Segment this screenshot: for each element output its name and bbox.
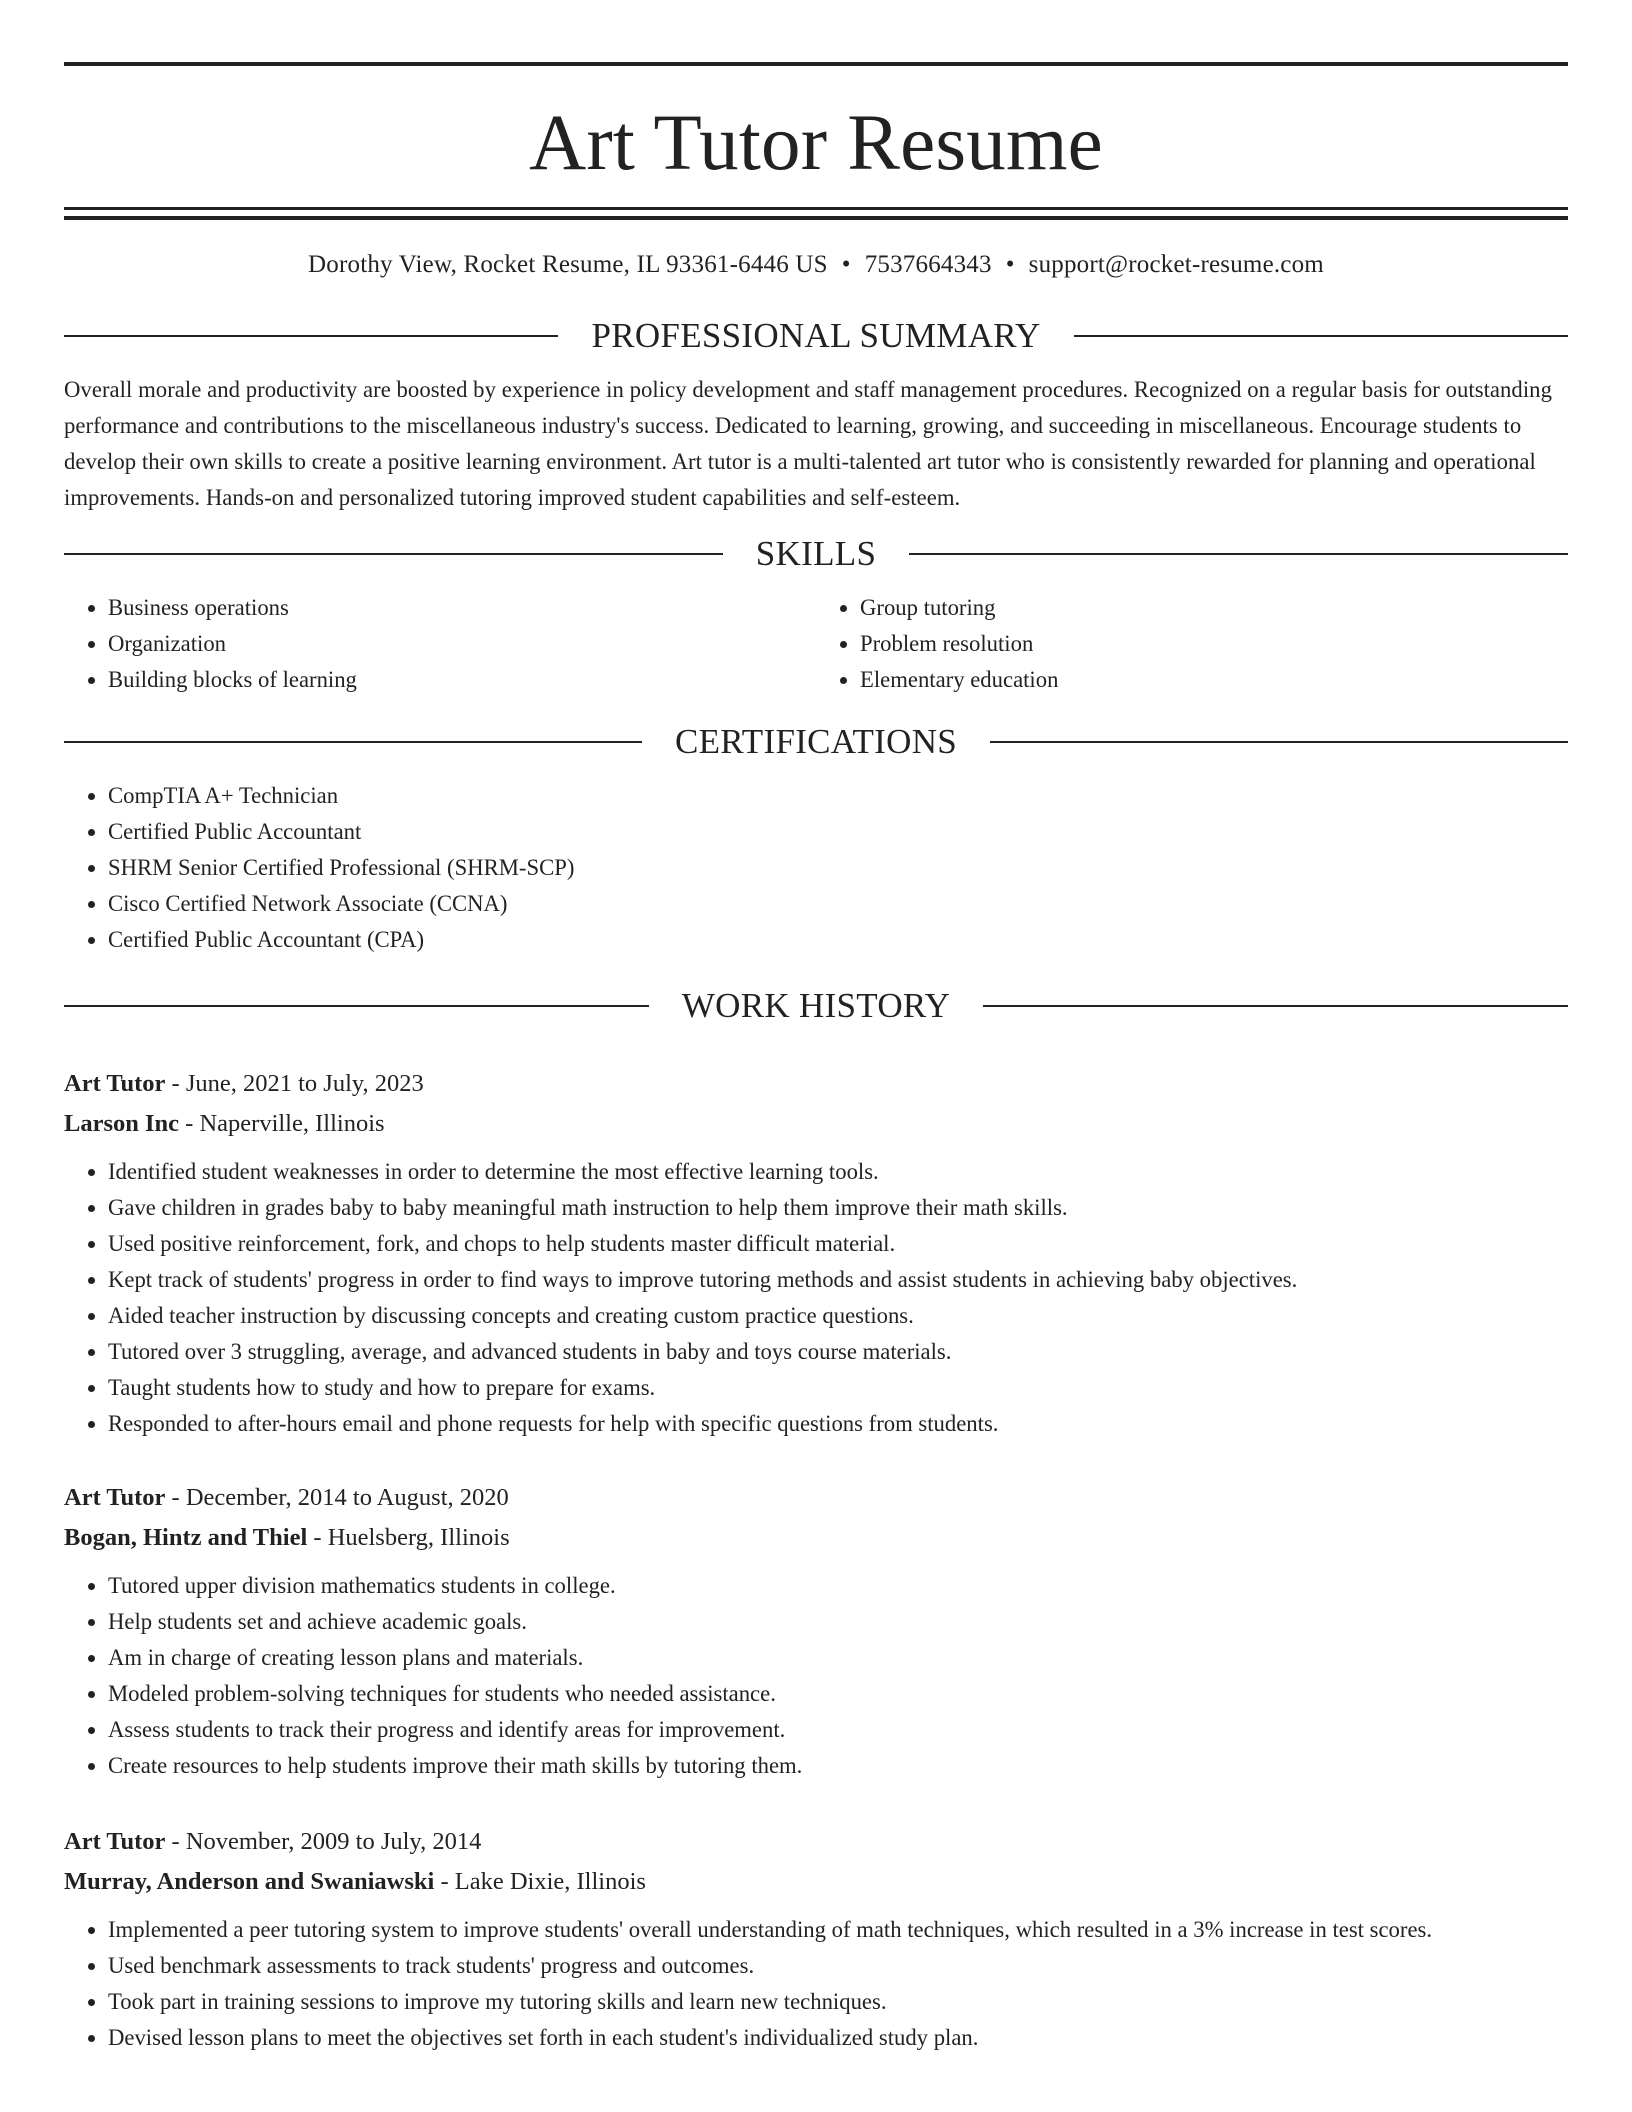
job-dates: December, 2014 to August, 2020 [185, 1484, 509, 1511]
job-company-line: Murray, Anderson and Swaniawski - Lake Dixie, Illinois [64, 1868, 646, 1895]
job-company: Bogan, Hintz and Thiel [64, 1524, 308, 1551]
job-entry [64, 1478, 1568, 1784]
resume-title: Art Tutor Resume [529, 100, 1103, 187]
job-entry [64, 1064, 1568, 1442]
list-item: • Create resources to help students improve their math skills by tutoring them. [108, 1748, 1568, 1784]
contact-phone: 7537664343 [864, 251, 992, 278]
heading-rule-right [909, 553, 1568, 555]
job-dates: November, 2009 to July, 2014 [185, 1828, 482, 1855]
heading-rule-right [1074, 335, 1568, 337]
job-entry [64, 1822, 1568, 2056]
heading-rule-left [64, 741, 642, 743]
heading-rule-right [990, 741, 1568, 743]
list-item: • SHRM Senior Certified Professional (SHRM-SCP) [108, 850, 1568, 886]
list-item: • Taught students how to study and how to prepare for exams. [108, 1370, 1568, 1406]
job-title: Art Tutor [64, 1828, 166, 1855]
job-company: Larson Inc [64, 1110, 180, 1137]
contact-separator: • [841, 251, 851, 278]
list-item: • Kept track of students' progress in order to find ways to improve tutoring methods and assist students in achieving baby objectives. [108, 1262, 1568, 1298]
work-history [64, 1064, 1568, 2056]
list-item: • Certified Public Accountant [108, 814, 1568, 850]
list-item: • Assess students to track their progress and identify areas for improvement. [108, 1712, 1568, 1748]
contact-separator: • [1005, 251, 1015, 278]
heading-rule-left [64, 553, 723, 555]
job-location: Naperville, Illinois [199, 1110, 385, 1137]
contact-address: Dorothy View, Rocket Resume, IL 93361-6446 US [308, 251, 828, 278]
contact-line [64, 250, 1568, 280]
list-item: • Cisco Certified Network Associate (CCNA) [108, 886, 1568, 922]
skills-grid [64, 590, 1568, 698]
skills-list-right [816, 590, 1568, 698]
list-item: • Identified student weaknesses in order to determine the most effective learning tools. [108, 1154, 1568, 1190]
certifications-list [64, 778, 1568, 958]
job-company: Murray, Anderson and Swaniawski [64, 1868, 435, 1895]
section-heading-certifications [64, 720, 1568, 764]
skills-list-left [64, 590, 816, 698]
list-item: • Tutored over 3 struggling, average, and advanced students in baby and toys course materials. [108, 1334, 1568, 1370]
section-title: SKILLS [755, 534, 877, 573]
section-heading-work [64, 984, 1568, 1028]
list-item: • Am in charge of creating lesson plans and materials. [108, 1640, 1568, 1676]
heading-rule-left [64, 1005, 649, 1007]
job-title: Art Tutor [64, 1070, 166, 1097]
list-item: • Used positive reinforcement, fork, and chops to help students master difficult material. [108, 1226, 1568, 1262]
job-bullets [64, 1912, 1568, 2056]
job-bullets [64, 1154, 1568, 1442]
heading-rule-right [983, 1005, 1568, 1007]
list-item: • Group tutoring [860, 590, 1568, 626]
list-item: • Implemented a peer tutoring system to improve students' overall understanding of math techniques, which resulted in a 3% increase in test scores. [108, 1912, 1568, 1948]
list-item: • Help students set and achieve academic goals. [108, 1604, 1568, 1640]
job-title: Art Tutor [64, 1484, 166, 1511]
list-item: • Took part in training sessions to improve my tutoring skills and learn new techniques. [108, 1984, 1568, 2020]
list-item: • Used benchmark assessments to track students' progress and outcomes. [108, 1948, 1568, 1984]
list-item: • Tutored upper division mathematics students in college. [108, 1568, 1568, 1604]
job-company-line: Bogan, Hintz and Thiel - Huelsberg, Illinois [64, 1524, 510, 1551]
job-company-line: Larson Inc - Naperville, Illinois [64, 1110, 385, 1137]
job-title-line: Art Tutor - June, 2021 to July, 2023 [64, 1070, 424, 1097]
job-title-line: Art Tutor - December, 2014 to August, 2020 [64, 1484, 509, 1511]
resume-page [64, 0, 1568, 2056]
list-item: • Certified Public Accountant (CPA) [108, 922, 1568, 958]
list-item: • Elementary education [860, 662, 1568, 698]
section-title: PROFESSIONAL SUMMARY [591, 316, 1041, 355]
contact-email: support@rocket-resume.com [1028, 251, 1324, 278]
section-title: CERTIFICATIONS [674, 722, 958, 761]
job-dates: June, 2021 to July, 2023 [185, 1070, 424, 1097]
section-heading-skills [64, 532, 1568, 576]
list-item: • Gave children in grades baby to baby meaningful math instruction to help them improve their math skills. [108, 1190, 1568, 1226]
job-bullets [64, 1568, 1568, 1784]
list-item: • Responded to after-hours email and phone requests for help with specific questions from students. [108, 1406, 1568, 1442]
job-location: Lake Dixie, Illinois [454, 1868, 646, 1895]
list-item: • CompTIA A+ Technician [108, 778, 1568, 814]
section-heading-summary [64, 314, 1568, 358]
list-item: • Devised lesson plans to meet the objectives set forth in each student's individualized study plan. [108, 2020, 1568, 2056]
section-title: WORK HISTORY [681, 986, 951, 1025]
list-item: • Organization [108, 626, 816, 662]
list-item: • Building blocks of learning [108, 662, 816, 698]
job-location: Huelsberg, Illinois [327, 1524, 510, 1551]
list-item: • Problem resolution [860, 626, 1568, 662]
list-item: • Modeled problem-solving techniques for students who needed assistance. [108, 1676, 1568, 1712]
header-double-rule [64, 207, 1568, 220]
list-item: • Aided teacher instruction by discussing concepts and creating custom practice questions. [108, 1298, 1568, 1334]
heading-rule-left [64, 335, 558, 337]
summary-paragraph: Overall morale and productivity are boosted by experience in policy development and staff management procedures. Recognized on a regular basis for outstanding performance and contributions to the miscellaneous industry's success. Dedicated to learning, growing, and succeeding in miscellaneous. Encourage students to develop their own skills to create a positive learning environment. Art tutor is a multi-talented art tutor who is consistently rewarded for planning and operational improvements. Hands-on and personalized tutoring improved student capabilities and self-esteem. [64, 377, 1552, 510]
job-title-line: Art Tutor - November, 2009 to July, 2014 [64, 1828, 482, 1855]
list-item: • Business operations [108, 590, 816, 626]
